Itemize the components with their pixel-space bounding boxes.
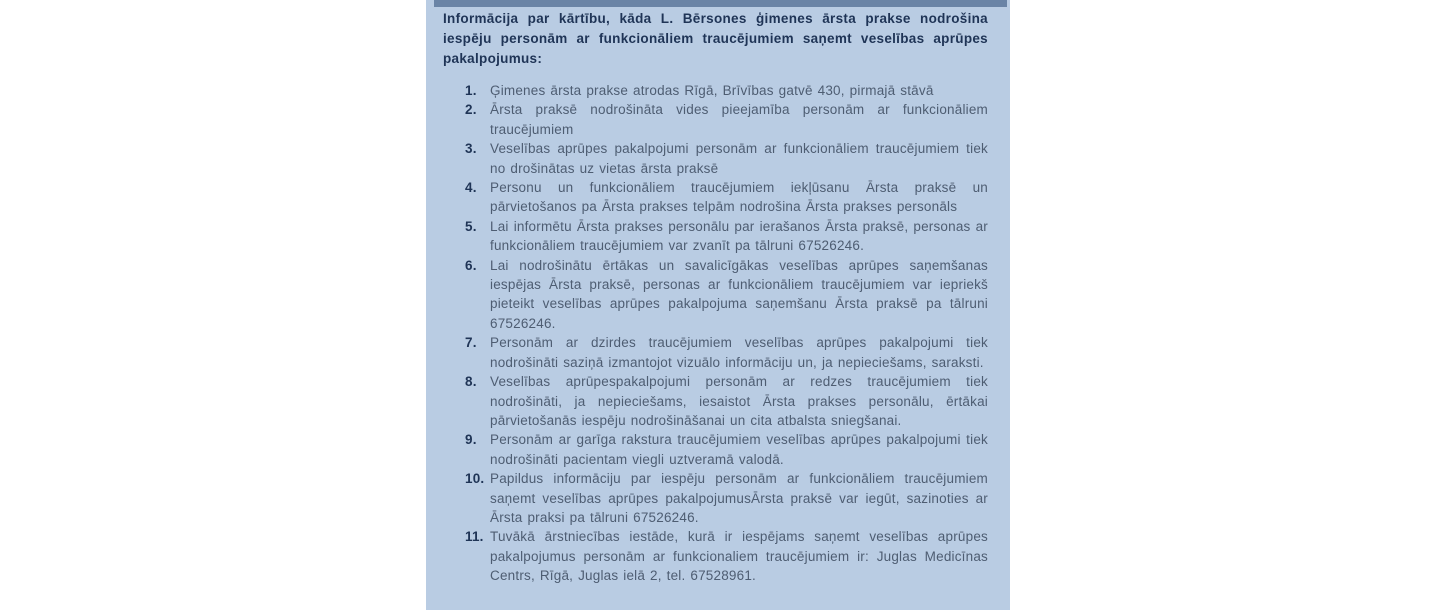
numbered-list	[465, 81, 988, 586]
list-item-number: 3.	[465, 141, 477, 157]
list-item-number: 4.	[465, 180, 477, 196]
document-title: Informācija par kārtību, kāda L. Bērsones ģimenes ārsta prakse nodrošina iespēju personām ar funkcionāliem traucējumiem saņemt veselības aprūpes pakalpojumus:	[443, 11, 988, 66]
list-item	[465, 430, 988, 469]
list-item-text: Personu un funkcionāliem traucējumiem iekļūsanu Ārsta praksē un pārvietošanos pa Ārsta prakses telpām nodrošina Ārsta prakses personāls	[490, 180, 988, 215]
list-item-number: 8.	[465, 374, 477, 390]
list-item-text: Personām ar garīga rakstura traucējumiem veselības aprūpes pakalpojumi tiek nodrošināti pacientam viegli uztveramā valodā.	[490, 432, 988, 467]
list-item-text: Veselības aprūpespakalpojumi personām ar redzes traucējumiem tiek nodrošināti, ja nepieciešams, iesaistot Ārsta prakses personālu, ērtākai pārvietošanās iespēju nodrošināšanai un cita atbalsta sniegšanai.	[490, 374, 988, 428]
list-item	[465, 256, 988, 334]
list-item-text: Lai nodrošinātu ērtākas un savalicīgākas veselības aprūpes saņemšanas iespējas Ārsta praksē, personas ar funkcionāliem traucējumiem var iepriekš pieteikt veselības aprūpes pakalpojuma saņemšanu Ārsta praksē pa tālruni 67526246.	[490, 257, 988, 331]
list-item-number: 9.	[465, 432, 477, 448]
panel-top-border	[434, 0, 1007, 7]
list-item-number: 6.	[465, 257, 477, 273]
list-item	[465, 217, 988, 256]
list-item	[465, 100, 988, 139]
list-item	[465, 372, 988, 430]
list-item-text: Ģimenes ārsta prakse atrodas Rīgā, Brīvības gatvē 430, pirmajā stāvā	[490, 83, 934, 98]
list-item-text: Tuvākā ārstniecības iestāde, kurā ir iespējams saņemt veselības aprūpes pakalpojumus personām ar funkcionaliem traucējumiem ir: Juglas Medicīnas Centrs, Rīgā, Juglas ielā 2, tel. 67528961.	[490, 529, 988, 584]
list-item-number: 1.	[465, 83, 477, 98]
list-item	[465, 139, 988, 178]
list-item-text: Personām ar dzirdes traucējumiem veselības aprūpes pakalpojumi tiek nodrošināti saziņā izmantojot vizuālo informāciju un, ja nepieciešams, saraksti.	[490, 335, 988, 370]
list-item-number: 7.	[465, 335, 477, 351]
list-item-text: Lai informētu Ārsta prakses personālu par ierašanos Ārsta praksē, personas ar funkcionāliem traucējumiem var zvanīt pa tālruni 67526246.	[490, 218, 988, 254]
list-item-number: 5.	[465, 218, 477, 234]
list-item-text: Ārsta praksē nodrošināta vides pieejamība personām ar funkcionāliem traucējumiem	[490, 102, 988, 137]
list-item-text: Papildus informāciju par iespēju personām ar funkcionāliem traucējumiem saņemt veselības aprūpes pakalpojumusĀrsta praksē var iegūt, sazinoties ar Ārsta praksi pa tālruni 67526246.	[490, 471, 988, 525]
list-item-text: Veselības aprūpes pakalpojumi personām ar funkcionāliem traucējumiem tiek no drošinātas uz vietas ārsta praksē	[490, 141, 988, 176]
list-item-number: 10.	[465, 471, 485, 487]
document-panel	[426, 0, 1010, 610]
list-item-number: 2.	[465, 102, 477, 118]
list-item	[465, 178, 988, 217]
list-item	[465, 333, 988, 372]
list-item-number: 11.	[465, 529, 484, 545]
list-item	[465, 527, 988, 585]
list-item	[465, 469, 988, 527]
list-item	[465, 81, 988, 100]
